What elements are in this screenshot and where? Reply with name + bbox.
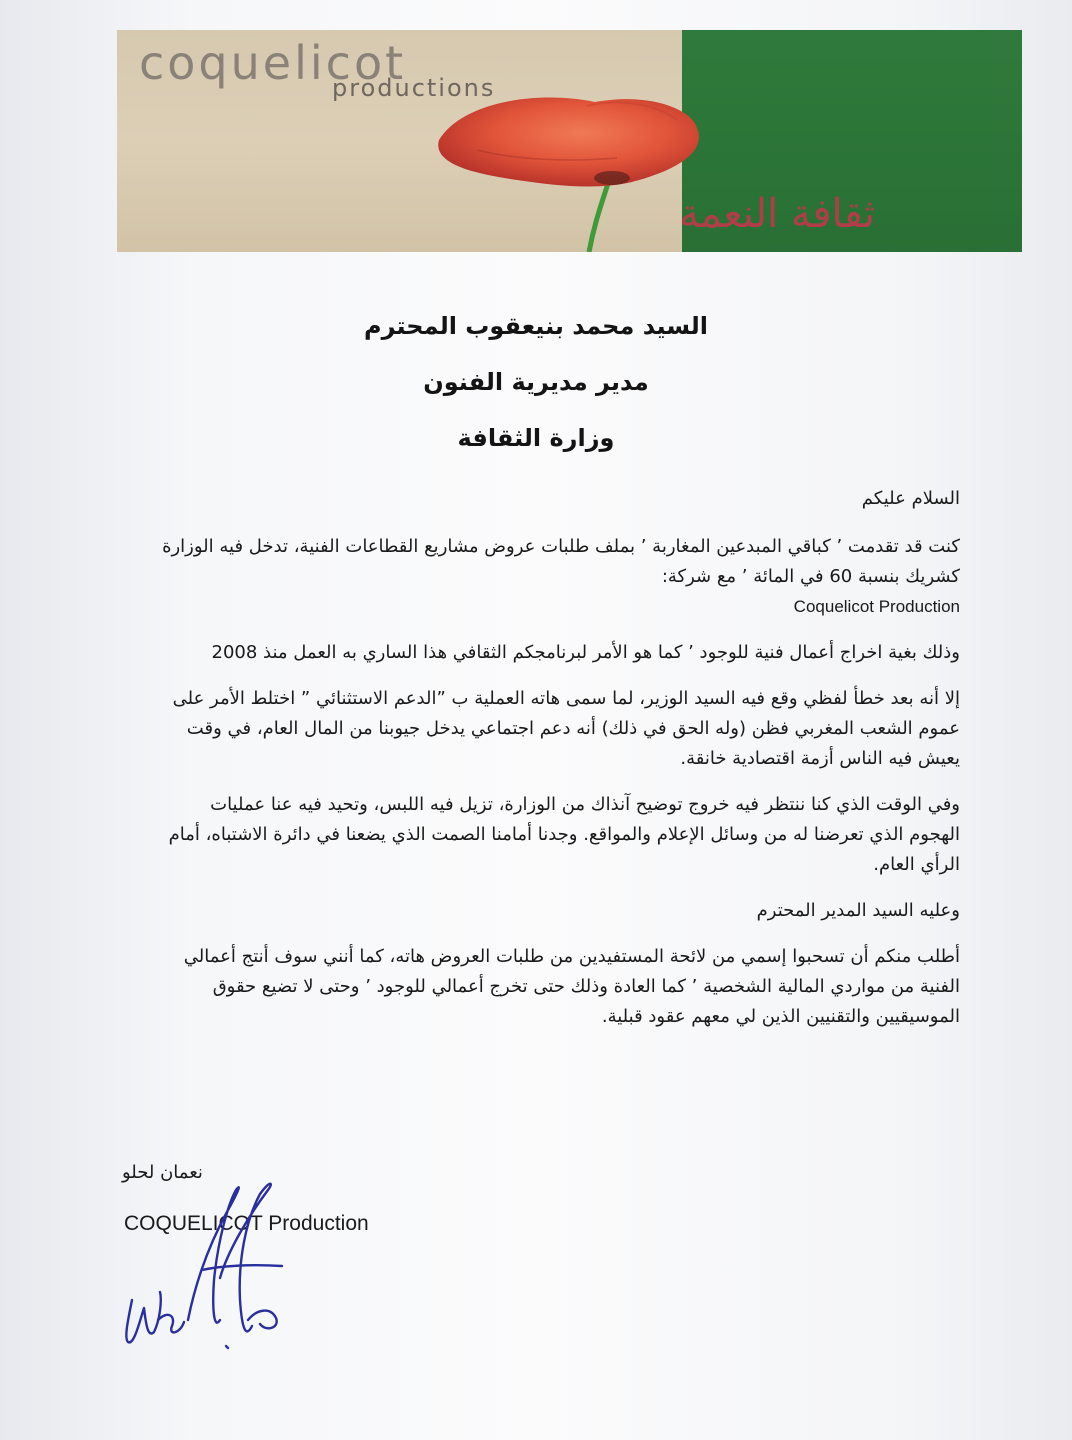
banner-arabic-calligraphy: ثقافة النعمة	[678, 191, 876, 237]
brand-subtitle: productions	[332, 74, 496, 102]
paragraph-3: إلا أنه بعد خطأ لفظي وقع فيه السيد الوزير، لما سمى هاته العملية ب ”الدعم الاستثنائي ” اختلط الأمر على عموم الشعب المغربي فظن (وله الحق في ذلك) أنه دعم اجتماعي يدخل جيوبنا من المال العام، في وقت يعيش فيه الناس أزمة اقتصادية خانقة.	[172, 688, 960, 769]
addressee-title: مدير مديرية الفنون	[423, 368, 649, 396]
paragraph-4: وفي الوقت الذي كنا ننتظر فيه خروج توضيح آنذاك من الوزارة، تزيل فيه اللبس، وتحيد فيه عنا عمليات الهجوم الذي تعرضنا له من وسائل الإعلام والمواقع. وجدنا أمامنا الصمت الذي يضعنا في دائرة الاشتباه، أمام الرأي العام.	[168, 794, 960, 875]
handwritten-signature-icon	[110, 1170, 310, 1370]
paragraph-2: وذلك بغية اخراج أعمال فنية للوجود ’ كما هو الأمر لبرنامجكم الثقافي هذا الساري به العمل منذ 2008	[211, 642, 960, 663]
addressee-name: السيد محمد بنيعقوب المحترم	[363, 312, 709, 340]
signatory-name: نعمان لحلو	[122, 1162, 203, 1183]
greeting: السلام عليكم	[861, 488, 960, 509]
company-name-inline: Coquelicot Production	[793, 597, 960, 616]
signatory-company: COQUELICOT Production	[124, 1212, 369, 1235]
letter-body	[155, 484, 960, 1048]
brand-name: coquelicot	[139, 36, 407, 90]
addressee-block	[0, 298, 1072, 466]
paragraph-6: أطلب منكم أن تسحبوا إسمي من لائحة المستفيدين من طلبات العروض هاته، كما أنني سوف أنتج أعمالي الفنية من مواردي المالية الشخصية ’ كما العادة وذلك حتى تخرج أعمالي للوجود ’ وحتى لا تضيع حقوق الموسيقيين والتقنيين الذين لي معهم عقود قبلية.	[183, 946, 960, 1027]
letterhead-banner	[117, 30, 1022, 252]
addressee-ministry: وزارة الثقافة	[457, 424, 615, 452]
paragraph-1: كنت قد تقدمت ’ كباقي المبدعين المغاربة ’ بملف طلبات عروض مشاريع القطاعات الفنية، تدخل فيه الوزارة كشريك بنسبة 60 في المائة ’ مع شركة:	[162, 536, 960, 587]
paragraph-5: وعليه السيد المدير المحترم	[756, 900, 960, 921]
